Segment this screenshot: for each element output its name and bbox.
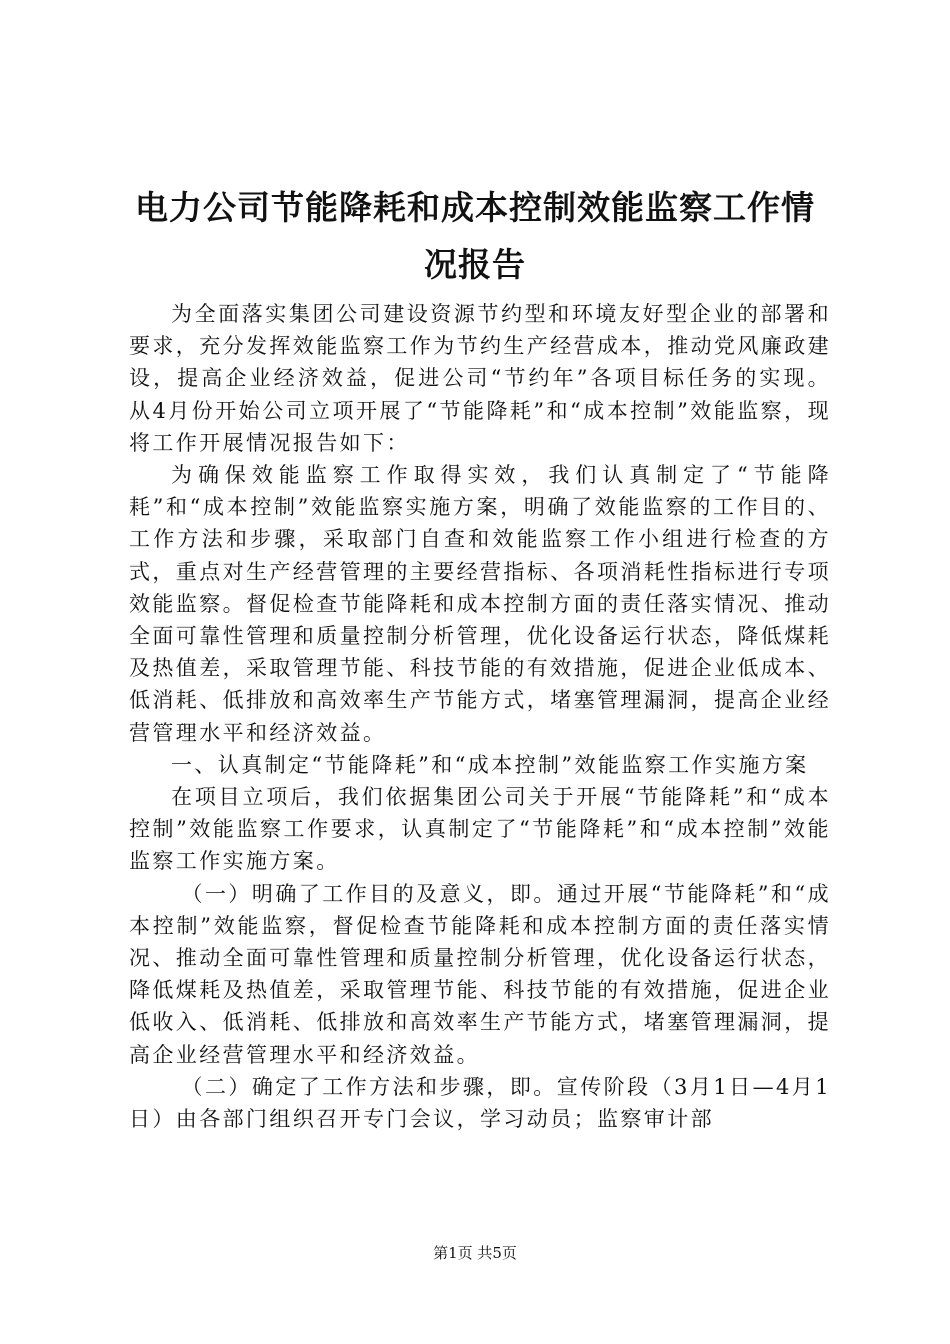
page-footer: 第1页 共5页 [433, 1244, 517, 1262]
paragraph-overview: 为确保效能监察工作取得实效，我们认真制定了“节能降耗”和“成本控制”效能监察实施方案，明确了效能监察的工作目的、工作方法和步骤，采取部门自查和效能监察工作小组进行检查的方式，重点对生产经营管理的主要经营指标、各项消耗性指标进行专项效能监察。督促检查节能降耗和成本控制方面的责任落实情况、推动全面可靠性管理和质量控制分析管理，优化设备运行状态，降低煤耗及热值差，采取管理节能、科技节能的有效措施，促进企业低成本、低消耗、低排放和高效率生产节能方式，堵塞管理漏洞，提高企业经营管理水平和经济效益。 [129, 463, 831, 745]
document-body [129, 298, 831, 1135]
section-heading-1: 一、认真制定“节能降耗”和“成本控制”效能监察工作实施方案 [171, 752, 809, 777]
paragraph-intro: 为全面落实集团公司建设资源节约型和环境友好型企业的部署和要求，充分发挥效能监察工作为节约生产经营成本，推动党风廉政建设，提高企业经济效益，促进公司“节约年”各项目标任务的实现。从4月份开始公司立项开展了“节能降耗”和“成本控制”效能监察，现将工作开展情况报告如下： [129, 302, 831, 455]
document-title-line-1: 电力公司节能降耗和成本控制效能监察工作情 [135, 188, 815, 227]
subsection-1: （一）明确了工作目的及意义，即。通过开展“节能降耗”和“成本控制”效能监察，督促检查节能降耗和成本控制方面的责任落实情况、推动全面可靠性管理和质量控制分析管理，优化设备运行状态，降低煤耗及热值差，采取管理节能、科技节能的有效措施，促进企业低收入、低消耗、低排放和高效率生产节能方式，堵塞管理漏洞，提高企业经营管理水平和经济效益。 [129, 881, 831, 1067]
paragraph-section-1: 在项目立项后，我们依据集团公司关于开展“节能降耗”和“成本控制”效能监察工作要求，认真制定了“节能降耗”和“成本控制”效能监察工作实施方案。 [129, 785, 831, 874]
subsection-2: （二）确定了工作方法和步骤，即。宣传阶段（3月1日—4月1日）由各部门组织召开专门会议，学习动员；监察审计部 [129, 1074, 831, 1132]
document-title-line-2: 况报告 [424, 245, 526, 284]
